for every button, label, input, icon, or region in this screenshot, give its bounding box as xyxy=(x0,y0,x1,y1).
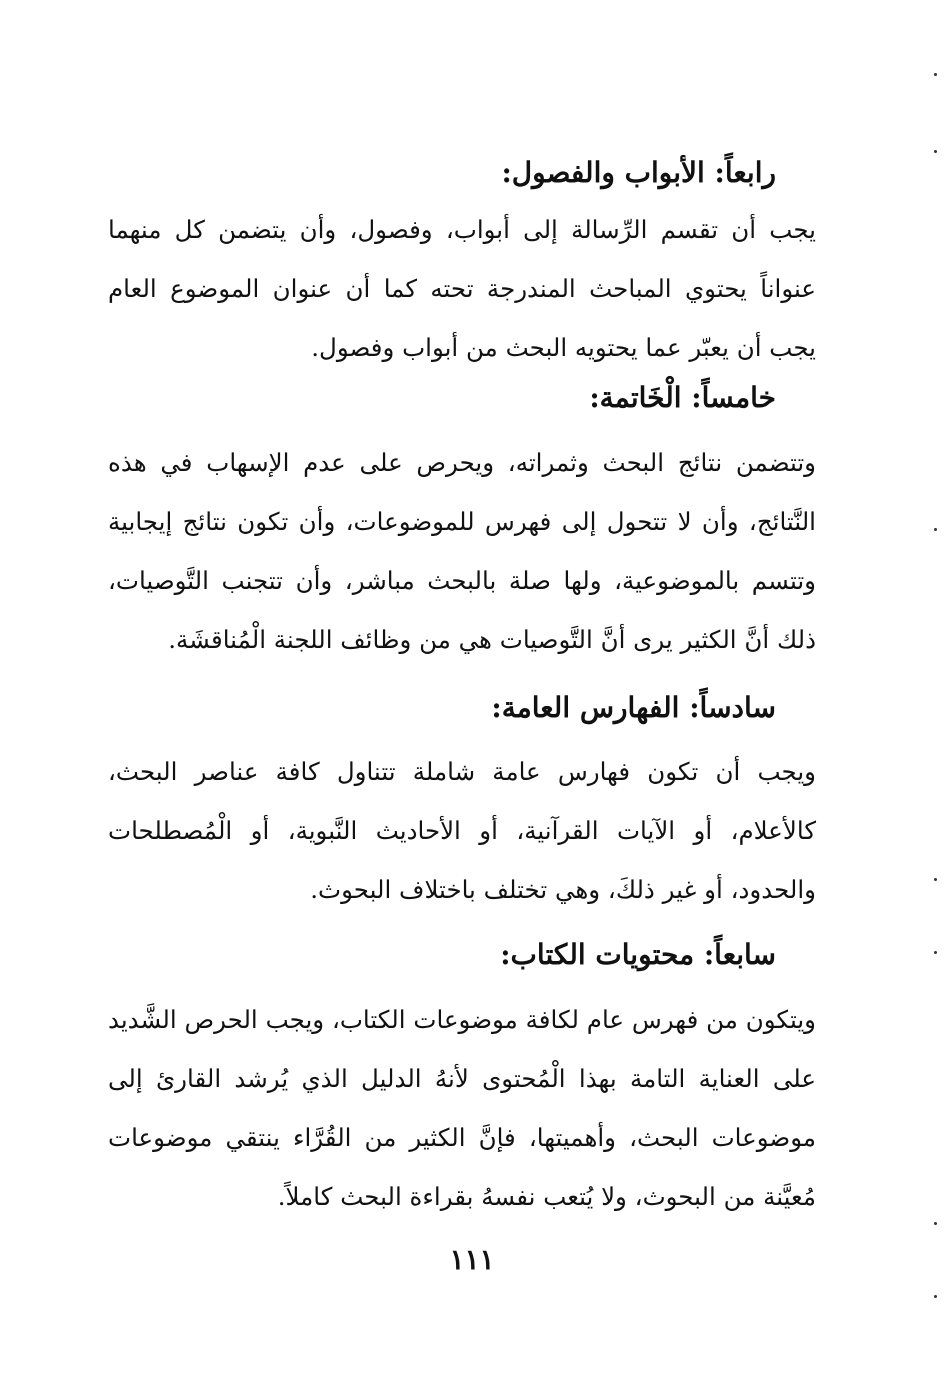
section-heading-7: سابعاً: محتويات الكتاب: xyxy=(500,938,776,971)
section-paragraph-4: يجب أن تقسم الرِّسالة إلى أبواب، وفصول، وأن يتضمن كل منهما عنواناً يحتوي المباحث المندرجة تحته كما أن عنوان الموضوع العام يجب أن يعبّر عما يحتويه البحث من أبواب وفصول. xyxy=(108,215,816,362)
margin-mark xyxy=(934,1295,937,1298)
margin-mark xyxy=(934,951,937,954)
section-paragraph-5: وتتضمن نتائج البحث وثمراته، ويحرص على عدم الإسهاب في هذه النَّتائج، وأن لا تتحول إلى فهرس للموضوعات، وأن تكون نتائج إيجابية وتتسم بالموضوعية، ولها صلة بالبحث مباشر، وأن تتجنب التَّوصيات، ذلك أنَّ الكثير يرى أنَّ التَّوصيات هي من وظائف اللجنة الْمُناقشَة. xyxy=(108,448,816,654)
section-heading-4: رابعاً: الأبواب والفصول: xyxy=(501,156,776,189)
margin-mark xyxy=(934,150,937,153)
margin-mark xyxy=(934,528,937,531)
section-paragraph-6: ويجب أن تكون فهارس عامة شاملة تتناول كافة عناصر البحث، كالأعلام، أو الآيات القرآنية، أو الأحاديث النَّبوية، أو الْمُصطلحات والحدود، أو غير ذلكَ، وهي تختلف باختلاف البحوث. xyxy=(108,757,816,904)
margin-mark xyxy=(934,73,937,76)
section-paragraph-7: ويتكون من فهرس عام لكافة موضوعات الكتاب، ويجب الحرص الشَّديد على العناية التامة بهذا الْمُحتوى لأنهُ الدليل الذي يُرشد القارئ إلى موضوعات البحث، وأهميتها، فإنَّ الكثير من القُرَّاء ينتقي موضوعات مُعيَّنة من البحوث، ولا يُتعب نفسهُ بقراءة البحث كاملاً. xyxy=(108,1005,816,1211)
margin-mark xyxy=(934,878,937,881)
section-heading-6: سادساً: الفهارس العامة: xyxy=(491,691,776,724)
section-heading-5: خامساً: الْخَاتمة: xyxy=(589,381,776,414)
page-number: ١١١ xyxy=(449,1243,495,1276)
margin-mark xyxy=(934,1222,937,1225)
